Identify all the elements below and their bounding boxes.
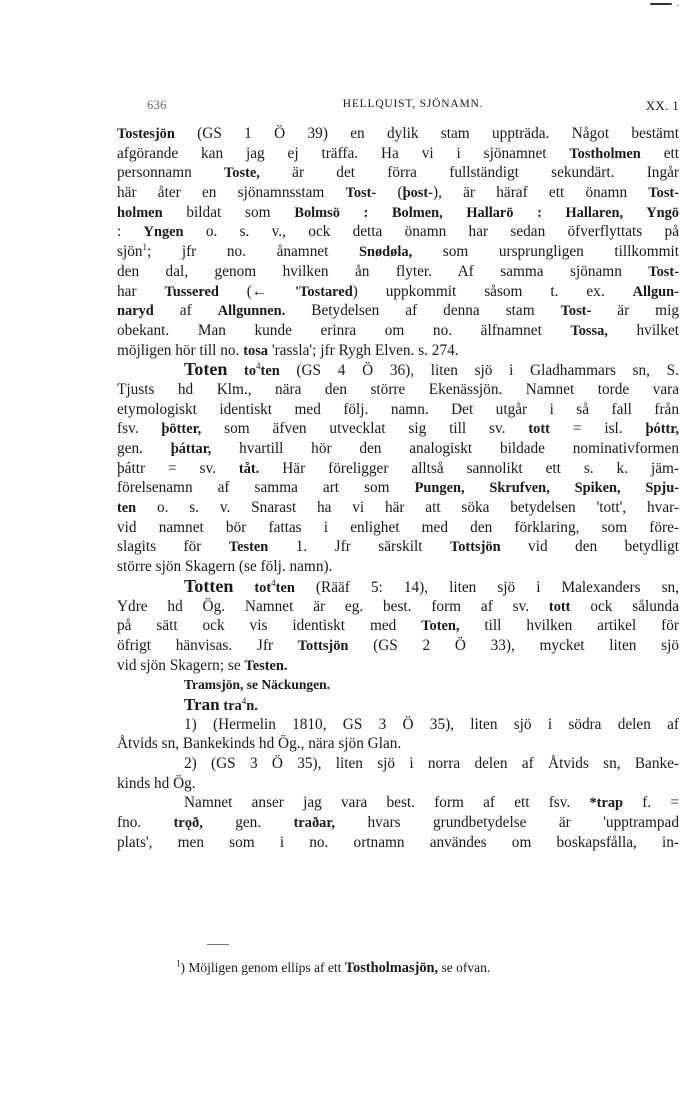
bold-term: Toste,: [224, 165, 260, 182]
text-run: o. s. v., ock detta önamn har sedan öfverflyttats på: [183, 223, 679, 241]
bold-term: Testen: [228, 539, 269, 556]
text-run: f. =: [623, 794, 679, 812]
text-run: ett: [640, 144, 679, 162]
superscript: 4: [256, 361, 261, 372]
text-run: Tjusts hd Klm., nära den större Ekenässjön. Namnet torde vara: [117, 380, 679, 398]
text-run: 2) (GS 3 Ö 35), liten sjö i norra delen af Åtvids sn, Banke-: [184, 755, 679, 772]
bold-term: n.: [246, 697, 258, 714]
bold-term: Tostholmasjön,: [344, 960, 439, 976]
bold-term: Tostholmen: [569, 145, 641, 162]
text-line: [117, 439, 679, 459]
text-run: [233, 579, 254, 596]
text-run: den dal, genom hvilken ån flyter. Af samma sjönamn: [117, 262, 649, 280]
text-run: är det förra fullständigt sekundärt. Ingår: [259, 164, 679, 182]
text-line: [117, 695, 679, 715]
bold-term: 'Tostared: [295, 283, 353, 300]
bold-term: Tost-: [648, 263, 679, 280]
text-line: [117, 656, 679, 676]
text-run: Här föreligger alltså sannolikt ett s. k. jäm-: [259, 459, 679, 477]
text-line: [117, 478, 679, 498]
bold-term: þáttar,: [170, 441, 212, 457]
text-run: = isl.: [549, 420, 646, 438]
bold-term: þóttr,: [645, 421, 679, 438]
text-line: [117, 183, 679, 203]
bold-term: Tossa,: [570, 322, 608, 339]
text-line: [117, 400, 679, 420]
text-run: på sätt ock vis identiskt med: [117, 617, 422, 635]
bold-term: tosa: [243, 342, 268, 359]
text-run: plats', men som i no. ortnamn användes om boskapsfålla, in-: [117, 833, 679, 851]
bold-term: Tottsjön: [297, 637, 349, 654]
bold-term: Tostesjön: [117, 126, 175, 142]
text-run: hvilket: [607, 321, 679, 339]
text-line: [117, 242, 679, 262]
page-header: [147, 98, 679, 116]
text-line: [117, 734, 679, 754]
text-run: ) uppkommit såsom t. ex.: [352, 282, 633, 300]
text-run: þáttr = sv.: [117, 459, 239, 477]
text-run: till hvilken artikel för: [459, 617, 679, 635]
superscript: 1: [142, 242, 147, 253]
bold-term: traðar,: [293, 815, 336, 832]
text-run: gen.: [202, 814, 294, 832]
page-body: [117, 124, 679, 852]
text-run: (←: [218, 282, 296, 300]
text-run: 1. Jfr särskilt: [268, 538, 450, 556]
bold-term: tot: [254, 579, 272, 596]
bold-term: ten: [275, 579, 295, 596]
text-run: vid namnet bör fattas i enlighet med den förklaring, som före-: [117, 518, 679, 536]
superscript: 4: [271, 577, 276, 588]
text-line: [117, 577, 679, 597]
text-run: ) Möjligen genom ellips af ett: [180, 960, 345, 975]
bold-term: Tottsjön: [449, 539, 501, 556]
bold-term: Bolmsö : Bolmen, Hallarö : Hallaren, Yngö: [294, 204, 679, 221]
bold-term: Tussered: [164, 283, 219, 300]
bold-term: Toten,: [421, 618, 460, 635]
bold-term: naryd: [117, 303, 154, 320]
text-run: kinds hd Ög.: [117, 774, 196, 792]
text-line: [117, 498, 679, 518]
text-run: (Rääf 5: 14), liten sjö i Malexanders sn,: [294, 578, 679, 596]
text-run: bildat som: [162, 203, 295, 221]
text-run: fno.: [117, 814, 174, 832]
text-run: o. s. v. Snarast ha vi här att söka betydelsen 'tott', hvar-: [136, 499, 679, 517]
text-line: [117, 754, 679, 774]
text-run: 'rassla'; jfr Rygh Elven. s. 274.: [268, 341, 459, 359]
text-run: gen.: [117, 440, 171, 457]
text-line: [117, 597, 679, 617]
running-title: HELLQUIST, SJÖNAMN.: [342, 98, 484, 110]
text-run: fsv.: [117, 420, 162, 438]
text-run: ), är häraf ett önamn: [432, 184, 649, 202]
bold-term: Toten: [184, 360, 228, 380]
superscript: 1: [176, 958, 181, 969]
page-number: 636: [147, 98, 167, 112]
text-run: är mig: [591, 302, 679, 320]
text-line: [117, 675, 679, 695]
text-run: öfrigt hänvisas. Jfr: [117, 636, 298, 654]
bold-term: Snødøla,: [358, 244, 413, 261]
text-line: [117, 282, 679, 302]
text-run: Ydre hd Ög. Namnet är eg. best. form af sv.: [117, 597, 549, 615]
text-run: som ursprungligen tillkommit: [412, 243, 679, 261]
bold-term: trǫð,: [173, 815, 203, 832]
bold-term: Allgun-: [632, 283, 679, 300]
text-run: afgörande kan jag ej träffa. Ha vi i sjönamnet: [117, 144, 570, 162]
text-line: [117, 360, 679, 380]
footnote: [176, 960, 490, 977]
text-run: (GS 4 Ö 36), liten sjö i Gladhammars sn, S.: [279, 362, 679, 380]
bold-term: tåt.: [238, 460, 260, 477]
text-line: [117, 321, 679, 341]
text-line: [117, 518, 679, 538]
text-line: [117, 636, 679, 656]
text-line: [117, 557, 679, 577]
text-run: hvars grundbetydelse är 'upptrampad: [335, 814, 679, 832]
scan-dot: ·: [676, 0, 680, 12]
bold-term: Tramsjön, se Näckungen.: [184, 677, 331, 693]
text-run: Namnet anser jag vara best. form af ett fsv.: [184, 794, 590, 812]
text-run: slagits för: [117, 538, 229, 556]
bold-term: Tost-: [345, 185, 377, 202]
text-line: [117, 419, 679, 439]
text-run: af: [153, 302, 218, 320]
text-run: ock sålunda: [570, 597, 679, 615]
text-run: möjligen hör till no.: [117, 341, 244, 359]
text-run: hvartill hör den analogiskt bildade nominativformen: [211, 440, 679, 457]
superscript: 4: [241, 695, 247, 706]
text-run: har: [117, 282, 165, 300]
bold-term: *trap: [589, 795, 624, 812]
bold-term: þötter,: [161, 421, 202, 438]
text-run: etymologiskt identiskt med följ. namn. Det utgår i så fall från: [117, 400, 679, 418]
text-run: vid sjön Skagern; se: [117, 656, 245, 674]
bold-term: tra: [223, 697, 242, 714]
footnote-rule: [207, 944, 229, 945]
bold-term: Testen.: [244, 657, 288, 674]
section-number: XX. 1: [645, 98, 679, 113]
bold-term: Yngen: [143, 224, 184, 241]
text-line: [117, 715, 679, 735]
text-run: (GS 1 Ö 39) en dylik stam uppträda. Något bestämt: [174, 125, 679, 142]
text-line: [117, 203, 679, 223]
scan-mark: [650, 3, 672, 5]
text-line: [117, 124, 679, 144]
text-run: obekant. Man kunde erinra om no. älfnamnet: [117, 321, 571, 339]
text-run: Åtvids sn, Bankekinds hd Ög., nära sjön Glan.: [117, 735, 402, 753]
bold-term: Tost-: [560, 303, 592, 320]
bold-term: Tran: [184, 694, 220, 714]
text-line: [117, 616, 679, 636]
bold-term: Allgunnen.: [217, 303, 286, 320]
text-line: [117, 793, 679, 813]
text-line: [117, 813, 679, 833]
bold-term: ten: [260, 363, 280, 380]
text-line: [117, 774, 679, 794]
text-run: ; jfr no. ånamnet: [147, 243, 359, 261]
bold-term: ten: [117, 500, 137, 517]
text-line: [117, 380, 679, 400]
bold-term: þost-: [402, 185, 433, 202]
text-run: 1) (Hermelin 1810, GS 3 Ö 35), liten sjö i södra delen af: [184, 715, 679, 733]
bold-term: Totten: [184, 576, 234, 596]
text-run: här åter en sjönamnsstam: [117, 184, 346, 202]
text-line: [117, 262, 679, 282]
text-run: [227, 362, 244, 379]
bold-term: to: [244, 363, 257, 380]
bold-term: holmen: [117, 204, 163, 221]
text-line: [117, 833, 679, 853]
text-line: [117, 301, 679, 321]
text-run: (: [376, 184, 403, 202]
text-run: :: [117, 223, 144, 241]
text-line: [117, 163, 679, 183]
bold-term: tott: [548, 598, 571, 615]
text-line: [117, 222, 679, 242]
text-run: som äfven utvecklat sig till sv.: [201, 420, 529, 438]
text-line: [117, 144, 679, 164]
text-run: personnamn: [117, 164, 225, 182]
text-run: större sjön Skagern (se följ. namn).: [117, 558, 333, 576]
text-run: sjön: [117, 243, 143, 261]
text-run: förelsenamn af samma art som: [117, 479, 415, 497]
text-run: (GS 2 Ö 33), mycket liten sjö: [348, 636, 679, 654]
bold-term: Pungen, Skrufven, Spiken, Spju-: [414, 480, 679, 497]
text-run: vid den betydligt: [500, 538, 679, 556]
text-line: [117, 537, 679, 557]
text-line: [117, 341, 679, 361]
bold-term: tott: [528, 421, 550, 438]
text-run: Betydelsen af denna stam: [285, 302, 561, 320]
text-run: se ofvan.: [438, 960, 491, 975]
text-line: [117, 459, 679, 479]
bold-term: Tost-: [648, 185, 679, 202]
